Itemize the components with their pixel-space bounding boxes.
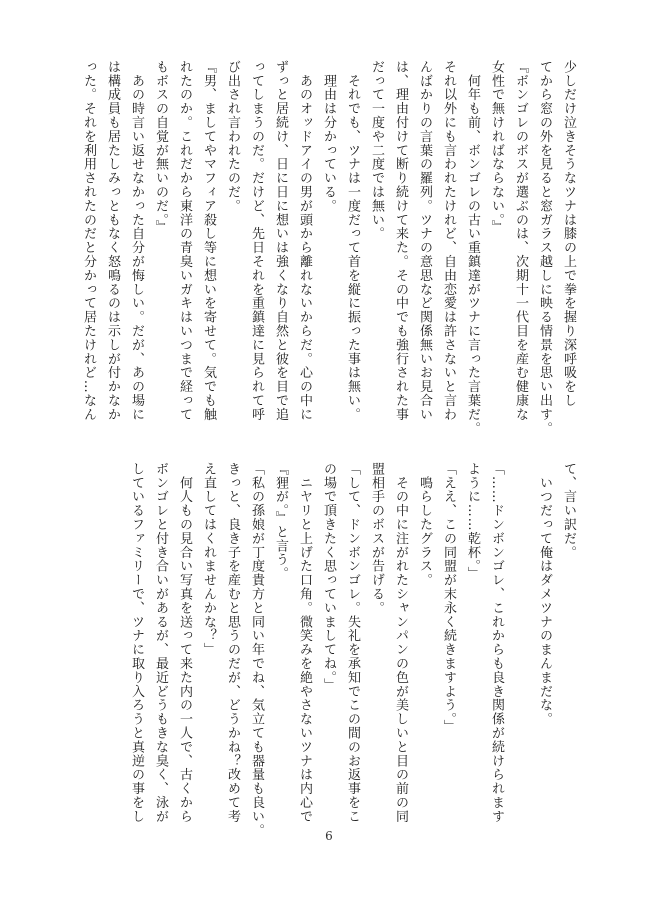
text-column: び出され言われたのだ。 — [225, 60, 240, 213]
text-column: 『ボンゴレのボスが選ぶのは、次期十一代目を産む健康な — [513, 60, 528, 422]
text-column: んばかりの言葉の羅列。ツナの意思など関係無いお見合い — [417, 60, 432, 422]
text-column: の場で頂きたく思っていましてね。」 — [321, 462, 336, 692]
text-column: った。それを利用されたのだと分かって居たけれど…なん — [81, 60, 96, 422]
text-column: 「して、ドンボンゴレ。失礼を承知でこの間のお返事をこ — [345, 462, 360, 824]
text-column: しているファミリーで、ツナに取り入ろうと真逆の事をし — [129, 462, 144, 824]
text-column: てから窓の外を見ると窓ガラス越しに映る情景を思い出す。 — [537, 60, 552, 436]
text-column: ように……乾杯。」 — [465, 462, 480, 581]
text-column: 理由は分かっている。 — [321, 60, 336, 213]
text-column: 「……ドンボンゴレ、これからも良き関係が続けられます — [489, 462, 504, 824]
text-column: それ以外にも言われたけれど、自由恋愛は許さないと言わ — [441, 60, 456, 422]
text-column: ずっと居続け、日に日に想いは強くなり自然と彼を目で追 — [273, 60, 288, 422]
text-column: 女性で無ければならない。』 — [489, 60, 504, 235]
text-column: ニヤリと上げた口角。微笑みを絶やさないツナは内心で — [297, 462, 312, 824]
upper-text-block — [81, 60, 580, 436]
text-column: だって一度や二度では無い。 — [369, 60, 384, 241]
text-column: 何人もの見合い写真を送って来た内の一人で、古くから — [177, 462, 192, 824]
text-column: 『男、ましてやマフィア殺し等に想いを寄せて。気でも触 — [201, 60, 216, 422]
text-column: きっと、良き子を産むと思うのだが、どうかね？改めて考 — [225, 462, 240, 824]
text-column — [508, 462, 532, 802]
text-column: 鳴らしたグラス。 — [417, 462, 432, 588]
page-number: 6 — [325, 829, 333, 843]
text-column: ボンゴレと付き合いがあるが、最近どうもきな臭く、泳が — [153, 462, 168, 824]
text-column: あの時言い返せなかった自分が悔しい。だが、あの場に — [129, 60, 144, 422]
text-column: れたのか。これだから東洋の青臭いガキはいつまで経って — [177, 60, 192, 422]
text-column: て、言い訳だ。 — [561, 462, 576, 560]
text-column: いつだって俺はダメツナのまんまだな。 — [537, 462, 552, 727]
text-column: え直してはくれませんかな？」 — [201, 462, 216, 657]
text-column: もボスの自覚が無いのだ。』 — [153, 60, 168, 235]
text-column: あのオッドアイの男が頭から離れないからだ。心の中に — [297, 60, 312, 422]
text-column: 『狸が。』と言う。 — [273, 462, 288, 581]
text-column: 盟相手のボスが告げる。 — [369, 462, 384, 615]
text-column: 「ええ、この同盟が末永く続きますよう。」 — [441, 462, 456, 734]
text-column: 「私の孫娘が丁度貴方と同い年でね、気立ても器量も良い。 — [249, 462, 264, 838]
text-column: 少しだけ泣きそうなツナは膝の上で拳を握り深呼吸をし — [561, 60, 576, 408]
lower-text-block — [100, 462, 580, 838]
text-column: それでも、ツナは一度だって首を縦に振った事は無い。 — [345, 60, 360, 422]
text-column: は構成員も居たしみっともなく怒鳴るのは示しが付かなか — [105, 60, 120, 422]
text-column: ってしまうのだ。だけど、先日それを重鎮達に見られて呼 — [249, 60, 264, 422]
text-column: その中に注がれたシャンパンの色が美しいと目の前の同 — [393, 462, 408, 824]
text-column: は、理由付けて断り続けて来た。その中でも強行された事 — [393, 60, 408, 422]
text-column: 何年も前、ボンゴレの古い重鎮達がツナに言った言葉だ。 — [465, 60, 480, 436]
